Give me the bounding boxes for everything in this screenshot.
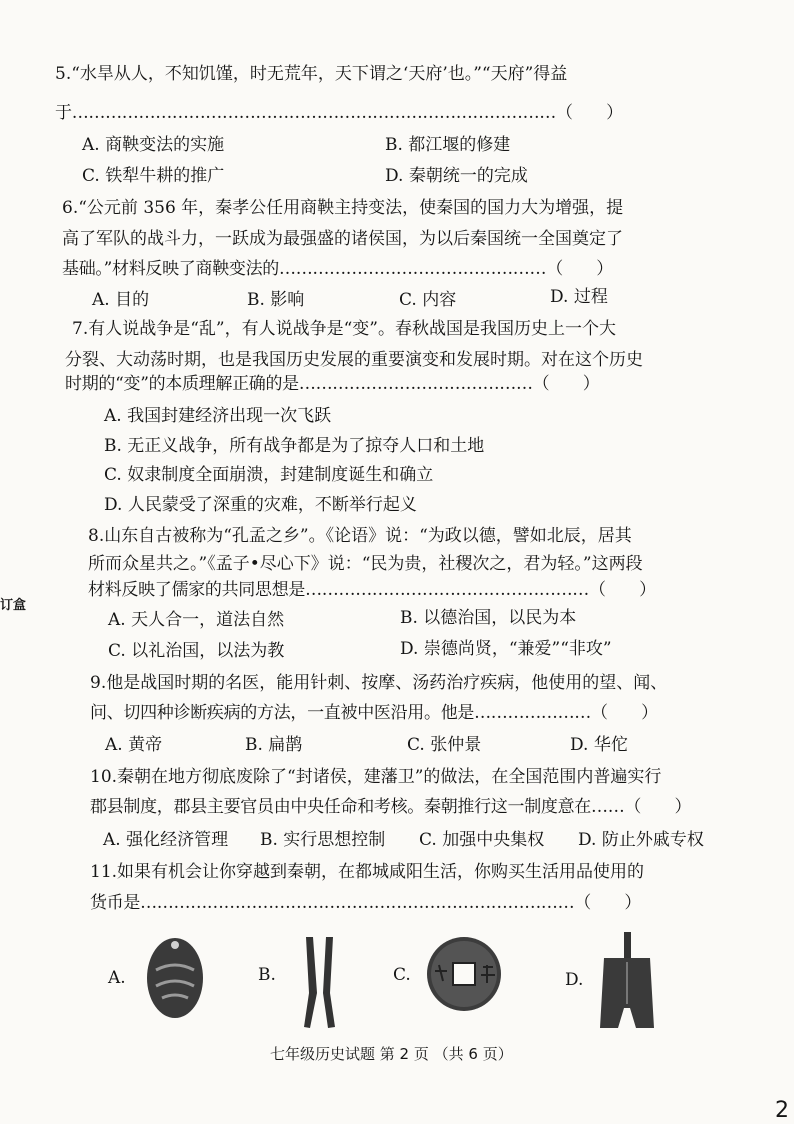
question-10-line-2: 郡县制度，郡县主要官员由中央任命和考核。秦朝推行这一制度意在……（ ） — [90, 797, 692, 817]
question-8-line-2: 所而众星共之。”《孟子•尽心下》说：“民为贵，社稷次之，君为轻。”这两段 — [88, 554, 643, 574]
question-8-option-d: D. 崇德尚贤，“兼爱”“非攻” — [400, 639, 612, 659]
question-5-line-1: 5.“水旱从人，不知饥馑，时无荒年，天下谓之‘天府’也。”“天府”得益 — [55, 64, 568, 84]
banliang-coin-image — [425, 935, 503, 1013]
question-9-line-1: 9.他是战国时期的名医，能用针刺、按摩、汤药治疗疾病，他使用的望、闻、 — [90, 673, 668, 693]
question-6-line-3: 基础。”材料反映了商鞅变法的…………………………………………（ ） — [62, 259, 613, 279]
question-11-line-2: 货币是……………………………………………………………………（ ） — [90, 893, 642, 913]
question-8-option-b: B. 以德治国，以民为本 — [400, 608, 577, 628]
question-10-option-b: B. 实行思想控制 — [260, 830, 386, 850]
question-8-line-3: 材料反映了儒家的共同思想是……………………………………………（ ） — [88, 580, 656, 600]
question-11-option-b: B. — [258, 965, 276, 985]
question-5-option-c: C. 铁犁牛耕的推广 — [82, 166, 225, 186]
question-6-option-a: A. 目的 — [92, 290, 150, 310]
question-11-option-d: D. — [565, 970, 584, 990]
question-10-line-1: 10.秦朝在地方彻底废除了“封诸侯，建藩卫”的做法，在全国范围内普遍实行 — [90, 767, 662, 787]
question-11-option-a: A. — [108, 968, 126, 988]
question-10-option-d: D. 防止外戚专权 — [578, 830, 704, 850]
question-9-option-c: C. 张仲景 — [407, 735, 482, 755]
question-9-option-d: D. 华佗 — [570, 735, 628, 755]
question-7-line-2: 分裂、大动荡时期，也是我国历史发展的重要演变和发展时期。对在这个历史 — [65, 350, 643, 370]
question-6-option-b: B. 影响 — [247, 290, 305, 310]
question-7-line-3: 时期的“变”的本质理解正确的是……………………………………（ ） — [65, 374, 600, 394]
question-8-option-a: A. 天人合一，道法自然 — [108, 610, 285, 630]
ant-nose-coin-image — [144, 930, 206, 1020]
corner-page-number: 2 — [775, 1098, 789, 1123]
question-9-line-2: 问、切四种诊断疾病的方法，一直被中医沿用。他是…………………（ ） — [90, 703, 658, 723]
question-8-option-c: C. 以礼治国，以法为教 — [108, 641, 285, 661]
question-9-option-a: A. 黄帝 — [105, 735, 163, 755]
knife-coin-image — [300, 933, 340, 1031]
question-10-option-c: C. 加强中央集权 — [419, 830, 545, 850]
question-5-line-2: 于……………………………………………………………………………（ ） — [55, 103, 623, 123]
question-11-option-c: C. — [393, 965, 411, 985]
question-9-option-b: B. 扁鹊 — [245, 735, 303, 755]
question-7-option-a: A. 我国封建经济出现一次飞跃 — [104, 406, 332, 426]
question-5-option-b: B. 都江堰的修建 — [385, 135, 511, 155]
question-6-option-c: C. 内容 — [399, 290, 457, 310]
question-8-line-1: 8.山东自古被称为“孔孟之乡”。《论语》说：“为政以德，譬如北辰，居其 — [88, 526, 632, 546]
question-5-option-d: D. 秦朝统一的完成 — [385, 166, 528, 186]
question-6-line-1: 6.“公元前 356 年，秦孝公任用商鞅主持变法，使秦国的国力大为增强，提 — [62, 198, 624, 218]
question-11-line-1: 11.如果有机会让你穿越到秦朝，在都城咸阳生活，你购买生活用品使用的 — [90, 862, 645, 882]
question-10-option-a: A. 强化经济管理 — [103, 830, 229, 850]
margin-mark: 订盒 — [0, 598, 27, 613]
spade-coin-image — [596, 930, 658, 1032]
question-7-option-d: D. 人民蒙受了深重的灾难，不断举行起义 — [104, 495, 417, 515]
page-footer: 七年级历史试题 第 2 页 （共 6 页） — [270, 1045, 513, 1063]
question-6-line-2: 高了军队的战斗力，一跃成为最强盛的诸侯国，为以后秦国统一全国奠定了 — [62, 229, 623, 249]
question-6-option-d: D. 过程 — [550, 287, 608, 307]
question-7-option-b: B. 无正义战争，所有战争都是为了掠夺人口和土地 — [104, 436, 485, 456]
question-7-option-c: C. 奴隶制度全面崩溃，封建制度诞生和确立 — [104, 465, 434, 485]
question-7-line-1: 7.有人说战争是“乱”，有人说战争是“变”。春秋战国是我国历史上一个大 — [72, 319, 616, 339]
question-5-option-a: A. 商鞅变法的实施 — [82, 135, 225, 155]
